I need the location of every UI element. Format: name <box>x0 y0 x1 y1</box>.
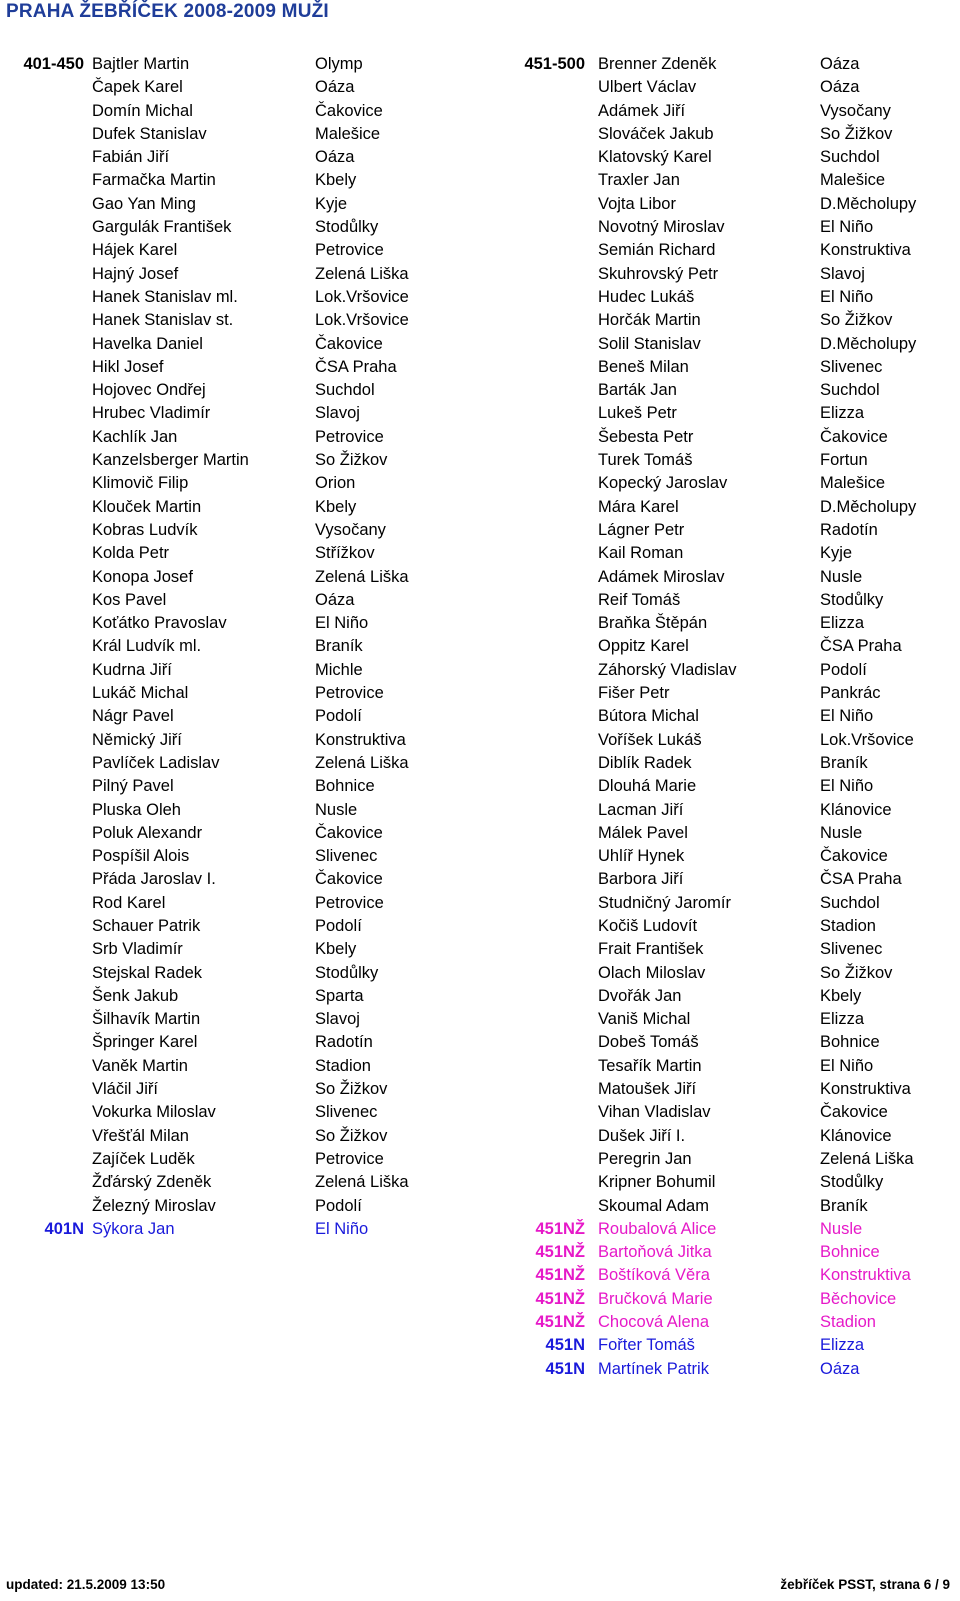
player-club: Suchdol <box>820 148 880 167</box>
player-club: Stadion <box>820 1313 876 1332</box>
player-club: Slivenec <box>820 940 883 959</box>
player-name: Fišer Petr <box>598 684 670 703</box>
player-club: Stodůlky <box>315 963 379 982</box>
player-club: Oáza <box>315 78 355 97</box>
player-name: Hrubec Vladimír <box>92 404 211 423</box>
player-club: El Niño <box>820 287 874 306</box>
player-name: Kail Roman <box>598 544 684 563</box>
player-club: Vysočany <box>315 520 386 539</box>
player-name: Hanek Stanislav ml. <box>92 287 238 306</box>
player-club: Klánovice <box>820 800 892 819</box>
player-club: Podolí <box>315 916 362 935</box>
player-club: El Niño <box>315 1219 369 1238</box>
player-name: Dobeš Tomáš <box>598 1033 699 1052</box>
player-club: Braník <box>820 1196 868 1215</box>
player-name: Turek Tomáš <box>598 451 693 470</box>
player-name: Hikl Josef <box>92 357 164 376</box>
player-club: ČSA Praha <box>315 357 397 376</box>
player-club: Čakovice <box>315 101 383 120</box>
player-club: Radotín <box>315 1033 373 1052</box>
player-club: Podolí <box>820 660 867 679</box>
player-name: Olach Miloslav <box>598 963 706 982</box>
player-name: Novotný Miroslav <box>598 218 725 237</box>
player-name: Sýkora Jan <box>92 1219 175 1238</box>
player-name: Kos Pavel <box>92 590 167 609</box>
player-club: Braník <box>315 637 363 656</box>
player-name: Dufek Stanislav <box>92 124 207 143</box>
player-club: Olymp <box>315 55 363 73</box>
player-name: Beneš Milan <box>598 357 689 376</box>
player-club: Nusle <box>315 800 358 819</box>
player-club: So Žižkov <box>315 1126 388 1145</box>
player-club: El Niño <box>820 1056 874 1075</box>
player-name: Bútora Michal <box>598 707 699 726</box>
player-club: ČSA Praha <box>820 637 902 656</box>
player-club: Orion <box>315 474 356 493</box>
player-club: ČSA Praha <box>820 870 902 889</box>
player-name: Ulbert Václav <box>598 78 697 97</box>
player-name: Žďárský Zdeněk <box>92 1173 212 1192</box>
player-name: Barbora Jiří <box>598 870 684 889</box>
player-club: Konstruktiva <box>820 241 911 260</box>
player-club: Malešice <box>820 474 886 493</box>
player-rank: 401-450 <box>23 55 84 73</box>
player-name: Diblík Radek <box>598 753 692 772</box>
player-club: Běchovice <box>820 1289 897 1308</box>
player-name: Konopa Josef <box>92 567 193 586</box>
player-name: Vihan Vladislav <box>598 1103 711 1122</box>
player-club: Sparta <box>315 986 364 1005</box>
player-name: Fabián Jiří <box>92 148 170 167</box>
player-club: Kbely <box>315 940 357 959</box>
player-name: Srb Vladimír <box>92 940 183 959</box>
player-club: Kyje <box>820 544 853 563</box>
player-club: Oáza <box>820 1359 860 1378</box>
player-club: Čakovice <box>820 427 888 446</box>
player-name: Braňka Štěpán <box>598 614 708 633</box>
player-club: Střížkov <box>315 544 375 563</box>
player-club: Fortun <box>820 451 868 470</box>
player-name: Lágner Petr <box>598 520 685 539</box>
player-club: El Niño <box>820 218 874 237</box>
player-name: Vláčil Jiří <box>92 1080 159 1099</box>
player-club: Čakovice <box>820 847 888 866</box>
player-name: Bartoňová Jitka <box>598 1243 712 1262</box>
player-club: Zelená Liška <box>315 1173 409 1192</box>
player-name: Slováček Jakub <box>598 124 714 143</box>
player-club: So Žižkov <box>820 963 893 982</box>
player-rank: 451NŽ <box>535 1313 585 1332</box>
player-name: Chocová Alena <box>598 1313 709 1332</box>
player-club: So Žižkov <box>820 311 893 330</box>
player-name: Lacman Jiří <box>598 800 684 819</box>
player-name: Semián Richard <box>598 241 716 260</box>
player-name: Klatovský Karel <box>598 148 712 167</box>
player-club: Stodůlky <box>315 218 379 237</box>
player-club: Elizza <box>820 614 865 633</box>
player-name: Kolda Petr <box>92 544 170 563</box>
player-club: Bohnice <box>315 777 375 796</box>
player-name: Frait František <box>598 940 704 959</box>
player-name: Kachlík Jan <box>92 427 178 446</box>
player-club: Čakovice <box>315 823 383 842</box>
player-club: Oáza <box>315 148 355 167</box>
player-club: El Niño <box>820 777 874 796</box>
player-club: Zelená Liška <box>315 753 409 772</box>
player-club: Zelená Liška <box>315 567 409 586</box>
player-name: Záhorský Vladislav <box>598 660 737 679</box>
player-name: Domín Michal <box>92 101 193 120</box>
player-name: Pospíšil Alois <box>92 847 190 866</box>
player-name: Šebesta Petr <box>598 427 694 446</box>
player-rank: 451NŽ <box>535 1266 585 1285</box>
player-name: Kudrna Jiří <box>92 660 172 679</box>
player-name: Solil Stanislav <box>598 334 701 353</box>
player-name: Bajtler Martin <box>92 55 190 73</box>
player-name: Farmačka Martin <box>92 171 216 190</box>
player-rank: 451NŽ <box>535 1243 585 1262</box>
player-name: Mára Karel <box>598 497 679 516</box>
player-club: Petrovice <box>315 427 384 446</box>
player-name: Gargulák František <box>92 218 232 237</box>
player-club: Oáza <box>820 55 860 73</box>
player-name: Barták Jan <box>598 381 677 400</box>
player-name: Kopecký Jaroslav <box>598 474 728 493</box>
player-name: Hajný Josef <box>92 264 179 283</box>
player-club: D.Měcholupy <box>820 194 917 213</box>
player-name: Kobras Ludvík <box>92 520 198 539</box>
player-club: El Niño <box>820 707 874 726</box>
player-club: So Žižkov <box>315 451 388 470</box>
player-club: D.Měcholupy <box>820 497 917 516</box>
player-name: Němický Jiří <box>92 730 182 749</box>
player-rank: 451NŽ <box>535 1289 585 1308</box>
player-name: Brenner Zdeněk <box>598 55 717 73</box>
page-title: PRAHA ŽEBŘÍČEK 2008-2009 MUŽI <box>6 1 329 22</box>
player-club: Slivenec <box>315 1103 378 1122</box>
player-club: Klánovice <box>820 1126 892 1145</box>
player-name: Oppitz Karel <box>598 637 689 656</box>
player-club: Konstruktiva <box>315 730 406 749</box>
player-rank: 451N <box>545 1336 585 1355</box>
player-name: Schauer Patrik <box>92 916 201 935</box>
updated-timestamp: updated: 21.5.2009 13:50 <box>6 1577 166 1592</box>
page-number: žebříček PSST, strana 6 / 9 <box>780 1577 950 1592</box>
player-name: Čapek Karel <box>92 78 183 97</box>
player-name: Hanek Stanislav st. <box>92 311 234 330</box>
player-club: Slavoj <box>315 1010 360 1029</box>
player-club: Nusle <box>820 1219 863 1238</box>
player-club: Bohnice <box>820 1033 880 1052</box>
player-name: Hudec Lukáš <box>598 287 695 306</box>
player-club: Lok.Vršovice <box>315 311 409 330</box>
player-club: Radotín <box>820 520 878 539</box>
player-club: Konstruktiva <box>820 1080 911 1099</box>
player-club: Elizza <box>820 1010 865 1029</box>
player-club: Pankrác <box>820 684 881 703</box>
player-club: D.Měcholupy <box>820 334 917 353</box>
player-name: Šenk Jakub <box>92 986 179 1005</box>
player-name: Klouček Martin <box>92 497 202 516</box>
player-name: Špringer Karel <box>92 1033 198 1052</box>
player-name: Martínek Patrik <box>598 1359 709 1378</box>
player-club: Nusle <box>820 567 863 586</box>
player-rank: 401N <box>44 1219 84 1238</box>
player-name: Dušek Jiří I. <box>598 1126 686 1145</box>
player-name: Voříšek Lukáš <box>598 730 702 749</box>
player-name: Koťátko Pravoslav <box>92 614 227 633</box>
player-name: Skuhrovský Petr <box>598 264 719 283</box>
player-club: Podolí <box>315 1196 362 1215</box>
player-name: Hájek Karel <box>92 241 178 260</box>
player-name: Dvořák Jan <box>598 986 682 1005</box>
player-name: Vřešťál Milan <box>92 1126 189 1145</box>
player-name: Fořter Tomáš <box>598 1336 695 1355</box>
player-club: Malešice <box>820 171 886 190</box>
player-club: Suchdol <box>315 381 375 400</box>
player-club: Kyje <box>315 194 348 213</box>
player-rank: 451NŽ <box>535 1219 585 1238</box>
player-club: Zelená Liška <box>315 264 409 283</box>
player-name: Nágr Pavel <box>92 707 174 726</box>
player-name: Matoušek Jiří <box>598 1080 697 1099</box>
player-club: El Niño <box>315 614 369 633</box>
player-club: Oáza <box>820 78 860 97</box>
player-club: Bohnice <box>820 1243 880 1262</box>
player-club: Slivenec <box>315 847 378 866</box>
player-name: Skoumal Adam <box>598 1196 709 1215</box>
player-club: Podolí <box>315 707 362 726</box>
player-club: Braník <box>820 753 868 772</box>
player-name: Pilný Pavel <box>92 777 174 796</box>
player-name: Tesařík Martin <box>598 1056 702 1075</box>
player-name: Adámek Miroslav <box>598 567 725 586</box>
player-name: Kripner Bohumil <box>598 1173 716 1192</box>
player-name: Vojta Libor <box>598 194 676 213</box>
player-name: Studničný Jaromír <box>598 893 731 912</box>
player-rank: 451N <box>545 1359 585 1378</box>
player-club: Elizza <box>820 1336 865 1355</box>
player-club: Čakovice <box>820 1103 888 1122</box>
player-club: Kbely <box>315 171 357 190</box>
player-name: Pluska Oleh <box>92 800 181 819</box>
player-club: Stadion <box>315 1056 371 1075</box>
player-club: Elizza <box>820 404 865 423</box>
player-name: Kanzelsberger Martin <box>92 451 249 470</box>
player-name: Lukáč Michal <box>92 684 189 703</box>
player-club: So Žižkov <box>820 124 893 143</box>
player-club: Nusle <box>820 823 863 842</box>
player-name: Vaniš Michal <box>598 1010 691 1029</box>
player-name: Klimovič Filip <box>92 474 189 493</box>
player-club: So Žižkov <box>315 1080 388 1099</box>
player-club: Petrovice <box>315 893 384 912</box>
player-name: Adámek Jiří <box>598 101 686 120</box>
player-club: Konstruktiva <box>820 1266 911 1285</box>
player-name: Horčák Martin <box>598 311 701 330</box>
player-name: Hojovec Ondřej <box>92 381 206 400</box>
player-name: Boštíková Věra <box>598 1266 710 1285</box>
player-name: Málek Pavel <box>598 823 688 842</box>
player-name: Lukeš Petr <box>598 404 677 423</box>
player-name: Roubalová Alice <box>598 1219 717 1238</box>
player-club: Lok.Vršovice <box>315 287 409 306</box>
player-club: Kbely <box>315 497 357 516</box>
player-name: Havelka Daniel <box>92 334 203 353</box>
player-club: Suchdol <box>820 381 880 400</box>
player-name: Vaněk Martin <box>92 1056 188 1075</box>
player-name: Pavlíček Ladislav <box>92 753 220 772</box>
player-name: Kočiš Ludovít <box>598 916 698 935</box>
player-name: Přáda Jaroslav I. <box>92 870 216 889</box>
player-club: Oáza <box>315 590 355 609</box>
player-club: Suchdol <box>820 893 880 912</box>
player-club: Slivenec <box>820 357 883 376</box>
player-name: Reif Tomáš <box>598 590 681 609</box>
player-club: Kbely <box>820 986 862 1005</box>
player-club: Stodůlky <box>820 1173 884 1192</box>
player-rank: 451-500 <box>524 55 585 73</box>
player-club: Lok.Vršovice <box>820 730 914 749</box>
player-name: Rod Karel <box>92 893 166 912</box>
player-club: Michle <box>315 660 363 679</box>
player-club: Zelená Liška <box>820 1149 914 1168</box>
player-name: Šilhavík Martin <box>92 1010 201 1029</box>
player-name: Poluk Alexandr <box>92 823 203 842</box>
player-club: Malešice <box>315 124 381 143</box>
player-name: Bručková Marie <box>598 1289 713 1308</box>
player-name: Gao Yan Ming <box>92 194 196 213</box>
player-name: Uhlíř Hynek <box>598 847 685 866</box>
player-name: Peregrin Jan <box>598 1149 692 1168</box>
player-club: Čakovice <box>315 870 383 889</box>
player-name: Dlouhá Marie <box>598 777 697 796</box>
player-club: Slavoj <box>820 264 865 283</box>
player-club: Petrovice <box>315 684 384 703</box>
player-name: Stejskal Radek <box>92 963 203 982</box>
player-name: Traxler Jan <box>598 171 680 190</box>
player-name: Král Ludvík ml. <box>92 637 202 656</box>
player-name: Vokurka Miloslav <box>92 1103 216 1122</box>
player-name: Železný Miroslav <box>92 1196 216 1215</box>
player-club: Stodůlky <box>820 590 884 609</box>
player-name: Zajíček Luděk <box>92 1149 195 1168</box>
player-club: Čakovice <box>315 334 383 353</box>
player-club: Petrovice <box>315 1149 384 1168</box>
player-club: Petrovice <box>315 241 384 260</box>
player-club: Stadion <box>820 916 876 935</box>
player-club: Slavoj <box>315 404 360 423</box>
player-club: Vysočany <box>820 101 891 120</box>
